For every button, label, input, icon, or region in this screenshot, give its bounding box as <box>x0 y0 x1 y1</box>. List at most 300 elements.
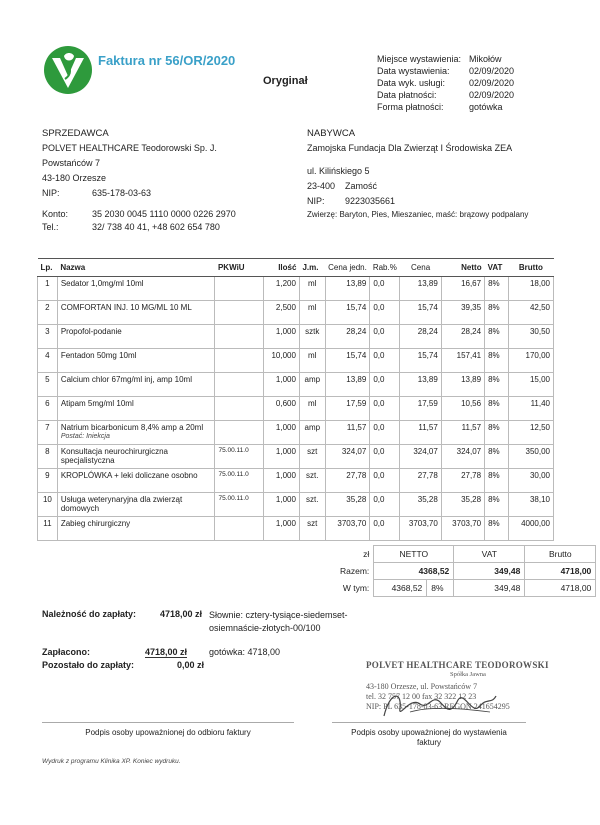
cell-lp-text: 11 <box>43 519 52 528</box>
cell-gross-text: 4000,00 <box>521 519 550 528</box>
buyer-city: Zamość <box>345 181 378 191</box>
cell-lp-text: 1 <box>45 279 50 288</box>
cell-net <box>441 469 484 493</box>
vat-header: VAT <box>454 546 525 563</box>
cell-rab <box>370 277 400 301</box>
cell-rab-text: 0,0 <box>373 399 385 408</box>
cell-rab <box>370 421 400 445</box>
cell-unit-price-text: 35,28 <box>346 495 367 504</box>
meta-value: Mikołów <box>469 54 502 64</box>
cell-name <box>57 469 215 493</box>
cell-unit <box>299 325 325 349</box>
invoice-meta <box>377 53 514 113</box>
cell-rab-text: 0,0 <box>373 375 385 384</box>
cell-net-text: 324,07 <box>456 447 482 456</box>
cell-qty <box>264 349 300 373</box>
col-unit: J.m. <box>299 259 325 277</box>
account-number: 35 2030 0045 1110 0000 0226 2970 <box>92 209 236 219</box>
issuer-signature-caption: Podpis osoby upoważnionej do wystawienia faktury <box>351 728 507 747</box>
cell-unit <box>299 421 325 445</box>
cell-gross-text: 38,10 <box>529 495 550 504</box>
cell-qty <box>264 301 300 325</box>
cell-rab <box>370 325 400 349</box>
cell-rab <box>370 349 400 373</box>
cell-price-text: 15,74 <box>417 351 438 360</box>
meta-row <box>377 101 514 113</box>
cell-net-text: 16,67 <box>461 279 482 288</box>
cell-lp-text: 9 <box>45 471 50 480</box>
cell-net <box>441 277 484 301</box>
cell-name-text: Zabieg chirurgiczny <box>60 519 131 528</box>
invoice-title: Faktura nr 56/OR/2020 <box>98 53 236 68</box>
cell-name-text: Calcium chlor 67mg/ml inj, amp 10ml <box>60 375 192 384</box>
netto-header: NETTO <box>374 546 454 563</box>
cell-pkwiu-text: 75.00.11.0 <box>218 495 249 502</box>
cell-unit-price-text: 324,07 <box>341 447 367 456</box>
col-gross: Brutto <box>508 259 553 277</box>
cell-unit-price-text: 17,59 <box>346 399 367 408</box>
cell-lp <box>38 301 58 325</box>
amount-in-words <box>209 609 348 635</box>
cell-price-text: 13,89 <box>417 375 438 384</box>
col-vat: VAT <box>485 259 509 277</box>
cell-rab-text: 0,0 <box>373 447 385 456</box>
cell-unit-text: szt <box>307 447 318 456</box>
cell-name-text: Usługa weterynaryjna dla zwierząt domowych <box>60 495 183 513</box>
cell-gross <box>508 301 553 325</box>
buyer-name: Zamojska Fundacja Dla Zwierząt I Środowiska ZEA <box>307 143 513 153</box>
cell-qty-text: 2,500 <box>275 303 296 312</box>
seller-city: 43-180 Orzesze <box>42 173 107 183</box>
cell-lp-text: 10 <box>42 495 52 504</box>
cell-lp-text: 5 <box>45 375 50 384</box>
cell-gross-text: 15,00 <box>529 375 550 384</box>
cell-lp <box>38 397 58 421</box>
cell-vat-text: 8% <box>488 399 500 408</box>
col-price: Cena <box>400 259 441 277</box>
cell-net-text: 35,28 <box>461 495 482 504</box>
words-line-1: Słownie: cztery-tysiące-siedemset- <box>209 610 348 620</box>
stamp-line-2: Spółka Jawna <box>450 671 486 678</box>
remain-label: Pozostało do zapłaty: <box>42 660 135 670</box>
cell-rab-text: 0,0 <box>373 351 385 360</box>
cell-unit-price <box>325 517 370 541</box>
cell-lp-text: 4 <box>45 351 50 360</box>
cell-unit-price <box>325 301 370 325</box>
cell-net-text: 28,24 <box>461 327 482 336</box>
cell-qty <box>264 493 300 517</box>
cell-gross <box>508 277 553 301</box>
cell-rab <box>370 469 400 493</box>
cell-lp <box>38 493 58 517</box>
razem-vat: 349,48 <box>454 563 525 580</box>
meta-row <box>377 77 514 89</box>
clinic-logo-icon <box>42 44 94 96</box>
cell-rab <box>370 373 400 397</box>
cell-lp <box>38 421 58 445</box>
cell-unit-text: szt. <box>306 471 319 480</box>
cell-vat <box>485 517 509 541</box>
table-header <box>38 259 554 277</box>
cell-qty-text: 1,200 <box>275 279 296 288</box>
cell-rab-text: 0,0 <box>373 471 385 480</box>
cell-unit-price <box>325 421 370 445</box>
cell-gross-text: 350,00 <box>525 447 550 456</box>
cell-gross <box>508 469 553 493</box>
cell-pkwiu <box>215 301 264 325</box>
due-amount: 4718,00 zł <box>160 609 203 619</box>
cell-rab-text: 0,0 <box>373 519 385 528</box>
totals-header <box>336 546 596 563</box>
cell-price <box>400 301 441 325</box>
cell-lp <box>38 349 58 373</box>
cell-price <box>400 277 441 301</box>
cell-gross <box>508 445 553 469</box>
cell-name <box>57 349 215 373</box>
cell-unit-text: ml <box>308 303 317 312</box>
meta-label: Data wystawienia: <box>377 66 450 76</box>
col-net: Netto <box>441 259 484 277</box>
cell-pkwiu <box>215 277 264 301</box>
cell-lp <box>38 373 58 397</box>
cell-name-text: KROPLÓWKA + leki doliczane osobno <box>60 471 198 480</box>
buyer-block <box>307 126 512 209</box>
cell-qty-text: 1,000 <box>275 375 296 384</box>
cell-unit-price-text: 28,24 <box>346 327 367 336</box>
cell-lp-text: 3 <box>45 327 50 336</box>
cell-unit-price-text: 15,74 <box>346 303 367 312</box>
cell-net <box>441 445 484 469</box>
cell-unit-price-text: 27,78 <box>346 471 367 480</box>
cell-price <box>400 397 441 421</box>
cell-unit <box>299 397 325 421</box>
cell-pkwiu <box>215 493 264 517</box>
paid-label: Zapłacono: <box>42 647 91 657</box>
cell-unit-text: ml <box>308 279 317 288</box>
cell-gross <box>508 373 553 397</box>
receiver-signature-line <box>42 722 294 723</box>
cell-name <box>57 325 215 349</box>
cell-price <box>400 373 441 397</box>
cell-vat-text: 8% <box>488 279 500 288</box>
item-note: Postać: Iniekcja <box>60 433 110 440</box>
stamp-line-1: POLVET HEALTHCARE TEODOROWSKI <box>366 660 549 670</box>
cell-rab <box>370 517 400 541</box>
cell-unit-text: ml <box>308 399 317 408</box>
cell-vat-text: 8% <box>488 303 500 312</box>
cell-unit <box>299 517 325 541</box>
meta-value: 02/09/2020 <box>469 78 515 88</box>
cell-pkwiu <box>215 469 264 493</box>
cell-unit-text: szt <box>307 519 318 528</box>
meta-label: Miejsce wystawienia: <box>377 54 462 64</box>
wtym-netto: 4368,52 <box>374 580 427 597</box>
cell-name-text: Fentadon 50mg 10ml <box>60 351 137 360</box>
cell-price-text: 11,57 <box>418 423 438 432</box>
cell-name <box>57 397 215 421</box>
cell-unit <box>299 277 325 301</box>
cell-price <box>400 469 441 493</box>
cell-unit-price-text: 13,89 <box>346 375 367 384</box>
cell-net <box>441 349 484 373</box>
buyer-zip: 23-400 <box>307 181 336 191</box>
table-row <box>38 421 554 445</box>
cell-unit-price <box>325 445 370 469</box>
cell-net <box>441 397 484 421</box>
stamp-line-4: tel. 32 757 12 00 fax 32 322 12 23 <box>366 692 477 701</box>
cell-vat-text: 8% <box>488 519 500 528</box>
stamp-line-3: 43-180 Orzesze, ul. Powstańców 7 <box>366 682 478 691</box>
table-row <box>38 517 554 541</box>
cell-name-text: COMFORTAN INJ. 10 MG/ML 10 ML <box>60 303 192 312</box>
col-discount: Rab.% <box>370 259 400 277</box>
cell-name-text: Natrium bicarbonicum 8,4% amp a 20ml <box>60 423 204 432</box>
col-name: Nazwa <box>57 259 215 277</box>
cell-unit-price-text: 13,89 <box>346 279 367 288</box>
cell-rab <box>370 445 400 469</box>
cell-rab-text: 0,0 <box>373 423 385 432</box>
cell-qty-text: 1,000 <box>275 471 296 480</box>
totals-sum-row <box>336 563 596 580</box>
cell-name-text: Propofol-podanie <box>60 327 122 336</box>
cell-unit-price <box>325 325 370 349</box>
cell-vat-text: 8% <box>488 471 500 480</box>
col-unit-price: Cena jedn. <box>325 259 370 277</box>
cell-name-text: Atipam 5mg/ml 10ml <box>60 399 134 408</box>
cell-price <box>400 421 441 445</box>
items-table <box>37 258 554 541</box>
cell-net <box>441 301 484 325</box>
cell-name <box>57 421 215 445</box>
cell-rab <box>370 493 400 517</box>
meta-value: gotówka <box>469 102 503 112</box>
cell-pkwiu <box>215 421 264 445</box>
cell-gross-text: 12,50 <box>529 423 550 432</box>
cell-rab-text: 0,0 <box>373 327 385 336</box>
seller-nip-label: NIP: <box>42 188 60 198</box>
cell-gross <box>508 397 553 421</box>
razem-netto: 4368,52 <box>374 563 454 580</box>
cell-gross <box>508 349 553 373</box>
totals-table <box>336 545 596 597</box>
cell-unit <box>299 469 325 493</box>
cell-net-text: 11,57 <box>461 423 482 432</box>
cell-qty <box>264 445 300 469</box>
col-pkwiu: PKWiU <box>215 259 264 277</box>
cell-vat <box>485 301 509 325</box>
cell-pkwiu-text: 75.00.11.0 <box>218 471 249 478</box>
cell-net <box>441 493 484 517</box>
buyer-nip-label: NIP: <box>307 196 325 206</box>
cell-pkwiu <box>215 397 264 421</box>
paid-detail: gotówka: 4718,00 <box>209 647 281 657</box>
cell-lp <box>38 469 58 493</box>
cell-gross-text: 42,50 <box>529 303 550 312</box>
cell-net <box>441 421 484 445</box>
meta-row <box>377 53 514 65</box>
cell-pkwiu <box>215 349 264 373</box>
cell-vat <box>485 445 509 469</box>
currency-label: zł <box>363 549 370 559</box>
cell-unit-price <box>325 349 370 373</box>
cell-price-text: 35,28 <box>417 495 438 504</box>
razem-brutto: 4718,00 <box>525 563 596 580</box>
cell-rab <box>370 397 400 421</box>
cell-price-text: 13,89 <box>417 279 438 288</box>
cell-net-text: 27,78 <box>461 471 482 480</box>
cell-net <box>441 325 484 349</box>
razem-label: Razem: <box>340 566 370 576</box>
cell-qty <box>264 469 300 493</box>
seller-contact <box>42 208 236 234</box>
cell-qty <box>264 397 300 421</box>
cell-unit-price-text: 15,74 <box>346 351 367 360</box>
meta-row <box>377 65 514 77</box>
cell-qty-text: 0,600 <box>275 399 296 408</box>
cell-unit-price <box>325 469 370 493</box>
totals-breakdown-row <box>336 580 596 597</box>
cell-rab <box>370 301 400 325</box>
cell-unit <box>299 373 325 397</box>
wtym-label: W tym: <box>342 583 370 593</box>
cell-unit-price-text: 11,57 <box>346 423 367 432</box>
cell-price-text: 324,07 <box>413 447 438 456</box>
cell-price <box>400 325 441 349</box>
cell-qty <box>264 325 300 349</box>
cell-qty-text: 1,000 <box>275 423 296 432</box>
cell-unit <box>299 445 325 469</box>
cell-pkwiu <box>215 325 264 349</box>
stamp-line-5: NIP: PL 635-178-03-63 REGON 241654295 <box>366 702 510 711</box>
seller-heading: SPRZEDAWCA <box>42 128 109 139</box>
buyer-nip: 9223035661 <box>345 196 396 206</box>
col-lp: Lp. <box>38 259 58 277</box>
cell-price <box>400 445 441 469</box>
cell-vat <box>485 421 509 445</box>
table-row <box>38 349 554 373</box>
cell-unit-text: sztk <box>305 327 320 336</box>
table-row <box>38 445 554 469</box>
cell-lp <box>38 277 58 301</box>
cell-unit-price <box>325 373 370 397</box>
cell-net <box>441 517 484 541</box>
cell-lp-text: 7 <box>45 423 50 432</box>
cell-name-text: Sedator 1,0mg/ml 10ml <box>60 279 144 288</box>
issuer-signature-line <box>332 722 526 723</box>
meta-label: Data płatności: <box>377 90 437 100</box>
account-label: Konto: <box>42 209 69 219</box>
cell-qty <box>264 421 300 445</box>
cell-rab-text: 0,0 <box>373 303 385 312</box>
cell-pkwiu <box>215 517 264 541</box>
cell-net <box>441 373 484 397</box>
seller-nip: 635-178-03-63 <box>92 188 152 198</box>
cell-vat-text: 8% <box>488 423 500 432</box>
meta-label: Data wyk. usługi: <box>377 78 446 88</box>
words-line-2: osiemnaście-złotych-00/100 <box>209 623 321 633</box>
cell-unit-text: amp <box>304 375 321 384</box>
cell-pkwiu <box>215 445 264 469</box>
due-label: Należność do zapłaty: <box>42 609 137 619</box>
cell-vat <box>485 397 509 421</box>
cell-unit <box>299 301 325 325</box>
receiver-signature-caption: Podpis osoby upoważnionej do odbioru faktury <box>85 728 251 737</box>
cell-gross <box>508 517 553 541</box>
table-row <box>38 277 554 301</box>
animal-info: Zwierzę: Baryton, Pies, Mieszaniec, maść: brązowy podpalany <box>307 210 529 219</box>
cell-vat-text: 8% <box>488 495 500 504</box>
cell-gross <box>508 325 553 349</box>
wtym-brutto: 4718,00 <box>525 580 596 597</box>
cell-name <box>57 301 215 325</box>
cell-vat <box>485 349 509 373</box>
cell-gross-text: 30,50 <box>529 327 550 336</box>
print-footer: Wydruk z programu Klinika XP. Koniec wydruku. <box>42 758 181 765</box>
cell-qty <box>264 517 300 541</box>
table-row <box>38 325 554 349</box>
cell-price-text: 27,78 <box>417 471 438 480</box>
meta-label: Forma płatności: <box>377 102 444 112</box>
cell-unit <box>299 493 325 517</box>
cell-net-text: 13,89 <box>461 375 482 384</box>
cell-lp <box>38 517 58 541</box>
table-row <box>38 469 554 493</box>
wtym-rate: 8% <box>427 580 454 597</box>
cell-vat <box>485 469 509 493</box>
remain-amount: 0,00 zł <box>177 660 205 670</box>
cell-unit-price <box>325 493 370 517</box>
cell-qty-text: 1,000 <box>275 519 296 528</box>
table-row <box>38 301 554 325</box>
cell-vat-text: 8% <box>488 375 500 384</box>
cell-qty-text: 1,000 <box>275 327 296 336</box>
cell-qty-text: 1,000 <box>275 495 296 504</box>
cell-net-text: 39,35 <box>461 303 482 312</box>
table-row <box>38 493 554 517</box>
cell-vat-text: 8% <box>488 447 500 456</box>
meta-value: 02/09/2020 <box>469 90 515 100</box>
cell-gross <box>508 421 553 445</box>
cell-gross <box>508 493 553 517</box>
cell-unit-price <box>325 397 370 421</box>
cell-net-text: 3703,70 <box>452 519 482 528</box>
cell-qty-text: 10,000 <box>271 351 296 360</box>
cell-gross-text: 18,00 <box>529 279 550 288</box>
cell-qty-text: 1,000 <box>275 447 296 456</box>
cell-name <box>57 493 215 517</box>
cell-name <box>57 277 215 301</box>
cell-unit-text: szt. <box>306 495 319 504</box>
cell-lp-text: 2 <box>45 303 50 312</box>
buyer-street: ul. Kilińskiego 5 <box>307 166 370 176</box>
seller-street: Powstańców 7 <box>42 158 101 168</box>
cell-pkwiu-text: 75.00.11.0 <box>218 447 249 454</box>
cell-price <box>400 517 441 541</box>
phone-number: 32/ 738 40 41, +48 602 654 780 <box>92 222 220 232</box>
paid-amount: 4718,00 zł <box>145 647 188 657</box>
cell-pkwiu <box>215 373 264 397</box>
cell-rab-text: 0,0 <box>373 279 385 288</box>
cell-price-text: 3703,70 <box>408 519 438 528</box>
seller-block <box>42 126 217 201</box>
cell-vat-text: 8% <box>488 327 500 336</box>
cell-lp-text: 8 <box>45 447 50 456</box>
col-qty: Ilość <box>264 259 300 277</box>
cell-net-text: 157,41 <box>456 351 482 360</box>
cell-vat <box>485 277 509 301</box>
cell-gross-text: 30,00 <box>529 471 550 480</box>
seller-name: POLVET HEALTHCARE Teodorowski Sp. J. <box>42 143 217 153</box>
